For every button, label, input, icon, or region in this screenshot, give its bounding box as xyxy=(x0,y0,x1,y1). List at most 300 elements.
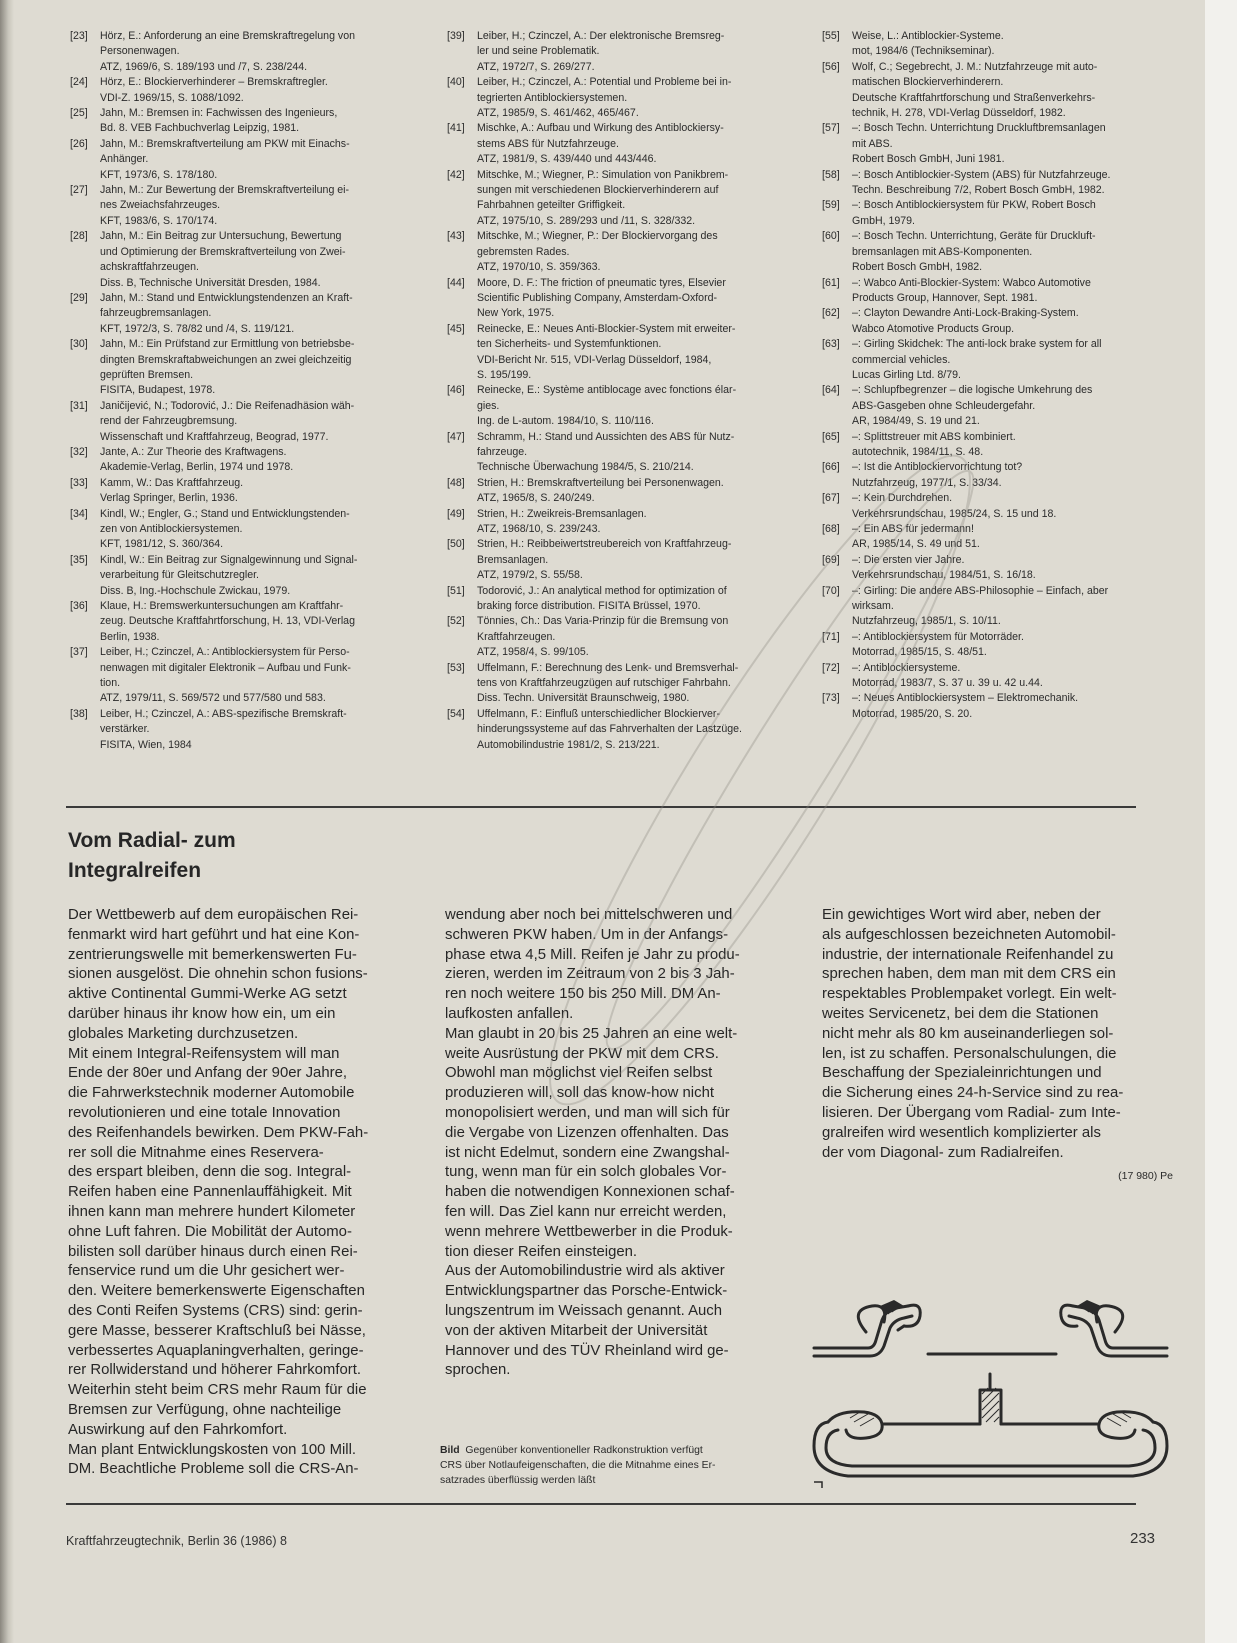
reference-number: [53] xyxy=(447,661,465,674)
reference-line: ATZ, 1969/6, S. 189/193 und /7, S. 238/244. xyxy=(100,60,308,73)
reference-number: [39] xyxy=(447,30,465,42)
article-line: len, ist zu schaffen. Personalschulungen, die xyxy=(822,1045,1117,1062)
reference-entry xyxy=(822,276,1172,307)
article-line: zentrierungswelle mit bemerkenswerten Fu- xyxy=(68,946,357,963)
reference-line: autotechnik, 1984/11, S. 48. xyxy=(852,445,984,458)
article-line: globales Marketing durchzusetzen. xyxy=(68,1025,299,1042)
reference-entry xyxy=(70,553,420,599)
reference-entry xyxy=(447,707,797,753)
reference-number: [52] xyxy=(447,615,465,628)
reference-line: Bremsanlagen. xyxy=(477,553,549,566)
reference-text xyxy=(477,383,797,429)
reference-line: Nutzfahrzeug, 1977/1, S. 33/34. xyxy=(852,476,1002,489)
reference-text xyxy=(477,168,797,230)
reference-line: Robert Bosch GmbH, Juni 1981. xyxy=(852,153,1005,166)
reference-text xyxy=(477,121,797,167)
article-line: gralreifen wird wesentlich komplizierter als xyxy=(822,1124,1101,1141)
article-signature: (17 980) Pe xyxy=(1118,1170,1173,1182)
page-edge xyxy=(1205,0,1237,1643)
reference-entry xyxy=(447,383,797,429)
reference-entry xyxy=(822,661,1172,692)
reference-entry xyxy=(447,507,797,538)
reference-entry xyxy=(822,522,1172,553)
reference-text xyxy=(100,106,420,137)
article-line: produzieren will, soll das know-how nicht xyxy=(445,1085,714,1102)
reference-line: ler und seine Problematik. xyxy=(477,45,600,58)
reference-line: Automobilindustrie 1981/2, S. 213/221. xyxy=(477,738,660,751)
reference-line: ATZ, 1979/11, S. 569/572 und 577/580 und 583. xyxy=(100,692,326,705)
article-line: sprechen haben, dem man mit dem CRS ein xyxy=(822,966,1116,983)
reference-text xyxy=(852,276,1172,307)
reference-number: [61] xyxy=(822,276,840,289)
reference-number: [30] xyxy=(70,338,88,351)
reference-line: zen von Antiblockiersystemen. xyxy=(100,523,243,535)
reference-entry xyxy=(822,168,1172,199)
reference-line: –: Ist die Antiblockiervorrichtung tot? xyxy=(852,461,1023,474)
article-line: Hannover und des TÜV Rheinland wird ge- xyxy=(445,1342,729,1359)
article-line: tung, wenn man für ein solch globales Vor- xyxy=(445,1164,727,1181)
reference-entry xyxy=(822,198,1172,229)
article-line: DM. Beachtliche Probleme soll die CRS-An- xyxy=(68,1461,359,1478)
article-line: ren noch weitere 150 bis 250 Mill. DM An- xyxy=(445,986,721,1003)
reference-number: [71] xyxy=(822,630,840,643)
reference-line: ATZ, 1965/8, S. 240/249. xyxy=(477,492,595,505)
reference-number: [73] xyxy=(822,692,840,705)
reference-number: [65] xyxy=(822,430,840,443)
reference-line: Mitschke, M.; Wiegner, P.: Der Blockiervorgang des xyxy=(477,230,718,243)
reference-line: Hörz, E.: Blockierverhinderer – Bremskraftregler. xyxy=(100,76,328,89)
reference-line: Kindl, W.; Engler, G.; Stand und Entwicklungstenden- xyxy=(100,507,350,520)
reference-line: Nutzfahrzeug, 1985/1, S. 10/11. xyxy=(852,615,1001,628)
reference-line: Leiber, H.; Czinczel, A.: Potential und Probleme bei in- xyxy=(477,76,732,89)
reference-number: [60] xyxy=(822,230,840,243)
article-line: die Sicherung eines 24-h-Service sind zu rea- xyxy=(822,1085,1124,1102)
reference-entry xyxy=(70,507,420,553)
reference-number: [27] xyxy=(70,184,88,197)
reference-line: Fahrbahnen geteilter Griffigkeit. xyxy=(477,199,626,212)
reference-entry xyxy=(70,476,420,507)
reference-line: Mitschke, M.; Wiegner, P.: Simulation von Panikbrem- xyxy=(477,168,729,181)
reference-line: Strien, H.: Bremskraftverteilung bei Personenwagen. xyxy=(477,476,724,489)
reference-line: Hörz, E.: Anforderung an eine Bremskraftregelung von xyxy=(100,30,355,42)
reference-line: Janičijević, N.; Todorović, J.: Die Reifenadhäsion wäh- xyxy=(100,399,355,412)
reference-line: GmbH, 1979. xyxy=(852,214,916,227)
reference-line: –: Bosch Antiblockiersystem für PKW, Robert Bosch xyxy=(852,199,1096,212)
reference-number: [35] xyxy=(70,553,88,566)
reference-line: fahrzeugbremsanlagen. xyxy=(100,307,212,320)
reference-text xyxy=(852,121,1172,167)
reference-line: Kamm, W.: Das Kraftfahrzeug. xyxy=(100,476,244,489)
reference-line: ATZ, 1968/10, S. 239/243. xyxy=(477,523,601,535)
reference-line: gies. xyxy=(477,399,500,412)
reference-line: VDI-Bericht Nr. 515, VDI-Verlag Düsseldorf, 1984, xyxy=(477,353,712,366)
reference-text xyxy=(477,476,797,507)
reference-line: Berlin, 1938. xyxy=(100,630,160,643)
reference-line: Lucas Girling Ltd. 8/79. xyxy=(852,368,961,381)
reference-line: geprüften Bremsen. xyxy=(100,368,194,381)
reference-number: [48] xyxy=(447,476,465,489)
article-line: darüber hinaus ihr know how ein, um ein xyxy=(68,1005,336,1022)
article-line: als aufgeschlossen bezeichneten Automobil- xyxy=(822,926,1116,943)
reference-entry xyxy=(822,121,1172,167)
reference-line: –: Neues Antiblockiersystem – Elektromechanik. xyxy=(852,692,1079,705)
article-line: monopolisiert werden, und man will sich für xyxy=(445,1104,730,1121)
reference-text xyxy=(477,229,797,275)
reference-line: Reinecke, E.: Neues Anti-Blockier-System mit erweiter- xyxy=(477,322,736,335)
reference-line: ATZ, 1972/7, S. 269/277. xyxy=(477,60,595,73)
reference-line: technik, H. 278, VDI-Verlag Düsseldorf, 1982. xyxy=(852,107,1066,120)
reference-line: Wolf, C.; Segebrecht, J. M.: Nutzfahrzeuge mit auto- xyxy=(852,60,1098,73)
reference-line: nes Zweiachsfahrzeuges. xyxy=(100,199,221,212)
article-line: weites Servicenetz, bei dem die Stationen xyxy=(822,1005,1099,1022)
reference-text xyxy=(852,491,1172,522)
reference-text xyxy=(100,229,420,291)
reference-text xyxy=(100,645,420,707)
caption-line-3: satzrades überflüssig werden läßt xyxy=(440,1475,596,1486)
reference-line: ATZ, 1985/9, S. 461/462, 465/467. xyxy=(477,107,639,120)
section-divider-bottom xyxy=(66,1503,1136,1505)
reference-line: Klaue, H.: Bremswerkuntersuchungen am Kraftfahr- xyxy=(100,600,344,613)
section-divider-top xyxy=(66,806,1136,808)
reference-entry xyxy=(447,168,797,230)
reference-line: Motorrad, 1985/20, S. 20. xyxy=(852,707,973,720)
reference-number: [51] xyxy=(447,584,465,597)
reference-line: mot, 1984/6 (Technikseminar). xyxy=(852,45,995,58)
reference-text xyxy=(852,229,1172,275)
article-line: fenservice rund um die Uhr gesichert wer- xyxy=(68,1263,345,1280)
reference-line: ATZ, 1981/9, S. 439/440 und 443/446. xyxy=(477,153,657,166)
reference-line: Kindl, W.: Ein Beitrag zur Signalgewinnung und Signal- xyxy=(100,553,358,566)
reference-line: Scientific Publishing Company, Amsterdam-Oxford- xyxy=(477,291,718,304)
reference-number: [47] xyxy=(447,430,465,443)
article-line: Man glaubt in 20 bis 25 Jahren an eine welt- xyxy=(445,1025,738,1042)
reference-number: [49] xyxy=(447,507,465,520)
reference-entry xyxy=(70,183,420,229)
reference-line: ATZ, 1958/4, S. 99/105. xyxy=(477,646,589,659)
reference-entry xyxy=(447,29,797,75)
reference-line: KFT, 1973/6, S. 178/180. xyxy=(100,168,218,181)
article-heading xyxy=(68,826,348,886)
reference-line: –: Wabco Anti-Blockier-System: Wabco Automotive xyxy=(852,276,1091,289)
article-line: sionen ausgelöst. Die ohnehin schon fusions- xyxy=(68,966,368,983)
reference-line: ABS-Gasgeben ohne Schleudergefahr. xyxy=(852,399,1036,412)
reference-number: [33] xyxy=(70,476,88,489)
reference-line: –: Clayton Dewandre Anti-Lock-Braking-System. xyxy=(852,307,1079,320)
article-line: tion dieser Reifen einsteigen. xyxy=(445,1243,638,1260)
reference-line: Mischke, A.: Aufbau und Wirkung des Antiblockiersy- xyxy=(477,122,724,135)
reference-line: Verlag Springer, Berlin, 1936. xyxy=(100,492,238,505)
reference-line: –: Girling: Die andere ABS-Philosophie – Einfach, aber xyxy=(852,584,1109,597)
reference-number: [50] xyxy=(447,538,465,551)
reference-text xyxy=(852,198,1172,229)
reference-number: [67] xyxy=(822,492,840,505)
reference-text xyxy=(100,29,420,75)
article-line: gere Masse, besserer Kraftschluß bei Nässe, xyxy=(68,1322,366,1339)
article-line: Weiterhin steht beim CRS mehr Raum für die xyxy=(68,1382,367,1399)
reference-entry xyxy=(70,599,420,645)
article-line: phase etwa 4,5 Mill. Reifen je Jahr zu produ- xyxy=(445,946,740,963)
reference-line: zeug. Deutsche Kraftfahrtforschung, H. 13, VDI-Verlag xyxy=(100,615,355,628)
reference-line: Technische Überwachung 1984/5, S. 210/214. xyxy=(477,461,694,474)
reference-line: VDI-Z. 1969/15, S. 1088/1092. xyxy=(100,91,244,104)
reference-line: Diss. B, Ing.-Hochschule Zwickau, 1979. xyxy=(100,584,291,597)
reference-line: Personenwagen. xyxy=(100,45,180,58)
reference-text xyxy=(477,537,797,583)
reference-number: [46] xyxy=(447,384,465,397)
reference-number: [58] xyxy=(822,168,840,181)
reference-line: Leiber, H.; Czinczel, A.: Antiblockiersystem für Perso- xyxy=(100,646,350,659)
reference-text xyxy=(100,137,420,183)
reference-line: tegrierten Antiblockiersystemen. xyxy=(477,91,628,104)
reference-line: Robert Bosch GmbH, 1982. xyxy=(852,261,983,274)
reference-entry xyxy=(447,614,797,660)
reference-line: nenwagen mit digitaler Elektronik – Aufbau und Funk- xyxy=(100,661,351,674)
reference-number: [56] xyxy=(822,60,840,73)
article-line: Entwicklungspartner das Porsche-Entwick- xyxy=(445,1283,728,1300)
reference-line: hinderungssysteme auf das Fahrverhalten der Lastzüge. xyxy=(477,723,742,736)
reference-line: Wabco Atomotive Products Group. xyxy=(852,322,1015,335)
reference-line: Jahn, M.: Zur Bewertung der Bremskraftverteilung ei- xyxy=(100,184,350,197)
reference-line: Jahn, M.: Stand und Entwicklungstendenzen an Kraft- xyxy=(100,291,353,304)
article-line: Obwohl man möglichst viel Reifen selbst xyxy=(445,1065,713,1082)
reference-line: Verkehrsrundschau, 1985/24, S. 15 und 18. xyxy=(852,507,1057,520)
reference-line: –: Bosch Techn. Unterrichtung Druckluftbremsanlagen xyxy=(852,122,1106,135)
references-column-2 xyxy=(447,29,797,753)
reference-text xyxy=(100,75,420,106)
reference-number: [42] xyxy=(447,168,465,181)
article-line: fenmarkt wird hart geführt und hat eine Kon- xyxy=(68,926,360,943)
reference-line: verarbeitung für Gleitschutzregler. xyxy=(100,569,259,582)
article-line: die Vergabe von Lizenzen offenhalten. Das xyxy=(445,1124,729,1141)
article-line: ohne Luft fahren. Die Mobilität der Automo- xyxy=(68,1223,352,1240)
reference-line: –: Die ersten vier Jahre. xyxy=(852,553,965,566)
references-column-3 xyxy=(822,29,1172,722)
reference-number: [45] xyxy=(447,322,465,335)
article-line: von der aktiven Mitarbeit der Universität xyxy=(445,1322,708,1339)
reference-number: [37] xyxy=(70,646,88,659)
article-line: verbessertes Aquaplaningverhalten, geringe- xyxy=(68,1342,364,1359)
article-line: rer Rollwiderstand und höherer Fahrkomfort. xyxy=(68,1362,361,1379)
article-line: Bremsen zur Verfügung, ohne nachteilige xyxy=(68,1401,342,1418)
article-line: zieren, werden im Zeitraum von 2 bis 3 Jah- xyxy=(445,966,735,983)
reference-entry xyxy=(447,75,797,121)
reference-number: [43] xyxy=(447,230,465,243)
reference-number: [54] xyxy=(447,707,465,720)
reference-text xyxy=(477,276,797,322)
reference-line: KFT, 1981/12, S. 360/364. xyxy=(100,538,224,551)
reference-text xyxy=(852,430,1172,461)
reference-number: [55] xyxy=(822,30,840,42)
reference-line: S. 195/199. xyxy=(477,368,532,381)
journal-footer: Kraftfahrzeugtechnik, Berlin 36 (1986) 8 xyxy=(66,1534,287,1548)
reference-entry xyxy=(447,584,797,615)
reference-line: wirksam. xyxy=(852,600,894,613)
reference-text xyxy=(100,553,420,599)
reference-line: tion. xyxy=(100,677,121,690)
reference-number: [70] xyxy=(822,584,840,597)
reference-entry xyxy=(447,229,797,275)
caption-label: Bild xyxy=(440,1445,460,1456)
reference-line: Uffelmann, F.: Berechnung des Lenk- und Bremsverhal- xyxy=(477,661,739,674)
reference-line: und Optimierung der Bremskraftverteilung von Zwei- xyxy=(100,245,346,258)
reference-line: –: Antiblockiersysteme. xyxy=(852,661,961,674)
reference-line: Motorrad, 1983/7, S. 37 u. 39 u. 42 u.44. xyxy=(852,677,1043,690)
reference-number: [38] xyxy=(70,707,88,720)
reference-entry xyxy=(447,322,797,384)
article-line: Mit einem Integral-Reifensystem will man xyxy=(68,1045,340,1062)
reference-entry xyxy=(822,337,1172,383)
caption-line-2: CRS über Notlaufeigenschaften, die die Mitnahme eines Er- xyxy=(440,1460,716,1471)
reference-entry xyxy=(447,537,797,583)
reference-line: Tönnies, Ch.: Das Varia-Prinzip für die Bremsung von xyxy=(477,615,729,628)
reference-entry xyxy=(70,29,420,75)
reference-line: achskraftfahrzeugen. xyxy=(100,261,199,274)
reference-line: gebremsten Rades. xyxy=(477,245,570,258)
reference-line: ten Sicherheits- und Systemfunktionen. xyxy=(477,338,662,351)
reference-number: [31] xyxy=(70,399,88,412)
reference-text xyxy=(477,29,797,75)
reference-text xyxy=(477,707,797,753)
reference-number: [68] xyxy=(822,523,840,535)
reference-line: sungen mit verschiedenen Blockierverhinderern auf xyxy=(477,184,719,197)
reference-line: Uffelmann, F.: Einfluß unterschiedlicher Blockierver- xyxy=(477,707,720,720)
article-line: laufkosten anfallen. xyxy=(445,1005,574,1022)
reference-text xyxy=(852,383,1172,429)
reference-number: [34] xyxy=(70,507,88,520)
article-line: Beschaffung der Spezialeinrichtungen und xyxy=(822,1065,1102,1082)
reference-text xyxy=(100,445,420,476)
article-line: ist nicht Edelmut, sondern eine Zwangshal- xyxy=(445,1144,730,1161)
reference-line: –: Splittstreuer mit ABS kombiniert. xyxy=(852,430,1016,443)
reference-number: [72] xyxy=(822,661,840,674)
reference-number: [64] xyxy=(822,384,840,397)
reference-text xyxy=(852,29,1172,60)
reference-entry xyxy=(822,491,1172,522)
reference-text xyxy=(100,476,420,507)
reference-line: Products Group, Hannover, Sept. 1981. xyxy=(852,291,1038,304)
article-line: wendung aber noch bei mittelschweren und xyxy=(445,907,733,923)
reference-line: bremsanlagen mit ABS-Komponenten. xyxy=(852,245,1033,258)
reference-number: [24] xyxy=(70,76,88,89)
reference-entry xyxy=(70,137,420,183)
reference-line: Deutsche Kraftfahrtforschung und Straßenverkehrs- xyxy=(852,91,1096,104)
article-line: Aus der Automobilindustrie wird als aktiver xyxy=(445,1263,725,1280)
reference-entry xyxy=(447,276,797,322)
reference-number: [32] xyxy=(70,445,88,458)
reference-number: [36] xyxy=(70,600,88,613)
reference-line: FISITA, Wien, 1984 xyxy=(100,738,192,751)
reference-entry xyxy=(822,630,1172,661)
reference-number: [29] xyxy=(70,291,88,304)
reference-number: [59] xyxy=(822,199,840,212)
reference-line: –: Girling Skidchek: The anti-lock brake system for all xyxy=(852,338,1102,351)
tire-cross-section-figure xyxy=(808,1270,1173,1490)
reference-text xyxy=(100,337,420,399)
references-column-1 xyxy=(70,29,420,753)
figure-caption xyxy=(440,1443,800,1488)
reference-number: [23] xyxy=(70,30,88,42)
reference-text xyxy=(852,584,1172,630)
article-line: sprochen. xyxy=(445,1362,511,1379)
reference-line: mit ABS. xyxy=(852,137,893,150)
reference-line: stems ABS für Nutzfahrzeuge. xyxy=(477,137,619,150)
reference-entry xyxy=(822,60,1172,122)
reference-line: Diss. Techn. Universität Braunschweig, 1980. xyxy=(477,692,690,705)
reference-entry xyxy=(822,229,1172,275)
reference-line: tens von Kraftfahrzeugzügen auf rutschiger Fahrbahn. xyxy=(477,677,731,690)
reference-line: Jahn, M.: Bremskraftverteilung am PKW mit Einachs- xyxy=(100,137,350,150)
reference-entry xyxy=(822,691,1172,722)
article-line: Man plant Entwicklungskosten von 100 Mill. xyxy=(68,1441,357,1458)
reference-text xyxy=(852,661,1172,692)
reference-line: commercial vehicles. xyxy=(852,353,951,366)
reference-text xyxy=(852,306,1172,337)
reference-text xyxy=(852,337,1172,383)
reference-text xyxy=(852,522,1172,553)
article-line: Ende der 80er und Anfang der 90er Jahre, xyxy=(68,1065,347,1082)
reference-text xyxy=(852,460,1172,491)
reference-line: KFT, 1972/3, S. 78/82 und /4, S. 119/121. xyxy=(100,322,295,335)
reference-entry xyxy=(70,291,420,337)
reference-line: matischen Blockierverhinderern. xyxy=(852,76,1004,89)
reference-number: [28] xyxy=(70,230,88,243)
binding-shadow xyxy=(0,0,14,1643)
reference-entry xyxy=(822,460,1172,491)
reference-entry xyxy=(822,383,1172,429)
page-number: 233 xyxy=(1130,1530,1156,1547)
reference-line: Strien, H.: Zweikreis-Bremsanlagen. xyxy=(477,507,647,520)
article-line: ihnen kann man mehrere hundert Kilometer xyxy=(68,1203,356,1220)
reference-line: Akademie-Verlag, Berlin, 1974 und 1978. xyxy=(100,461,294,474)
article-line: lungszentrum im Weissach genannt. Auch xyxy=(445,1302,723,1319)
article-line: des Conti Reifen Systems (CRS) sind: gerin- xyxy=(68,1302,363,1319)
article-heading-line-1: Vom Radial- zum xyxy=(68,829,236,852)
reference-text xyxy=(100,183,420,229)
reference-text xyxy=(100,291,420,337)
reference-line: verstärker. xyxy=(100,723,150,736)
article-body-column-3 xyxy=(822,906,1172,1163)
reference-line: New York, 1975. xyxy=(477,307,555,320)
reference-line: KFT, 1983/6, S. 170/174. xyxy=(100,214,218,227)
reference-line: AR, 1985/14, S. 49 und 51. xyxy=(852,538,980,551)
reference-entry xyxy=(447,476,797,507)
reference-text xyxy=(100,599,420,645)
reference-number: [57] xyxy=(822,122,840,135)
reference-number: [40] xyxy=(447,76,465,89)
article-line: die Fahrwerkstechnik moderner Automobile xyxy=(68,1085,355,1102)
article-body-column-2 xyxy=(445,906,795,1381)
reference-number: [26] xyxy=(70,137,88,150)
reference-text xyxy=(477,507,797,538)
reference-line: Strien, H.: Reibbeiwertstreubereich von Kraftfahrzeug- xyxy=(477,538,732,551)
reference-number: [69] xyxy=(822,553,840,566)
reference-text xyxy=(100,707,420,753)
reference-number: [66] xyxy=(822,461,840,474)
reference-line: Anhänger. xyxy=(100,153,149,166)
article-body-column-1 xyxy=(68,906,418,1480)
caption-line-1: Gegenüber konventioneller Radkonstruktion verfügt xyxy=(465,1445,703,1456)
reference-text xyxy=(852,60,1172,122)
reference-entry xyxy=(822,430,1172,461)
reference-number: [62] xyxy=(822,307,840,320)
article-heading-line-2: Integralreifen xyxy=(68,859,202,882)
reference-entry xyxy=(70,645,420,707)
reference-line: Todorović, J.: An analytical method for optimization of xyxy=(477,584,727,597)
reference-line: ATZ, 1979/2, S. 55/58. xyxy=(477,569,583,582)
article-line: des erspart bleiben, denn die sog. Integral- xyxy=(68,1164,352,1181)
reference-line: –: Ein ABS für jedermann! xyxy=(852,523,974,535)
article-line: wenn mehrere Wettbewerber in die Produk- xyxy=(445,1223,733,1240)
